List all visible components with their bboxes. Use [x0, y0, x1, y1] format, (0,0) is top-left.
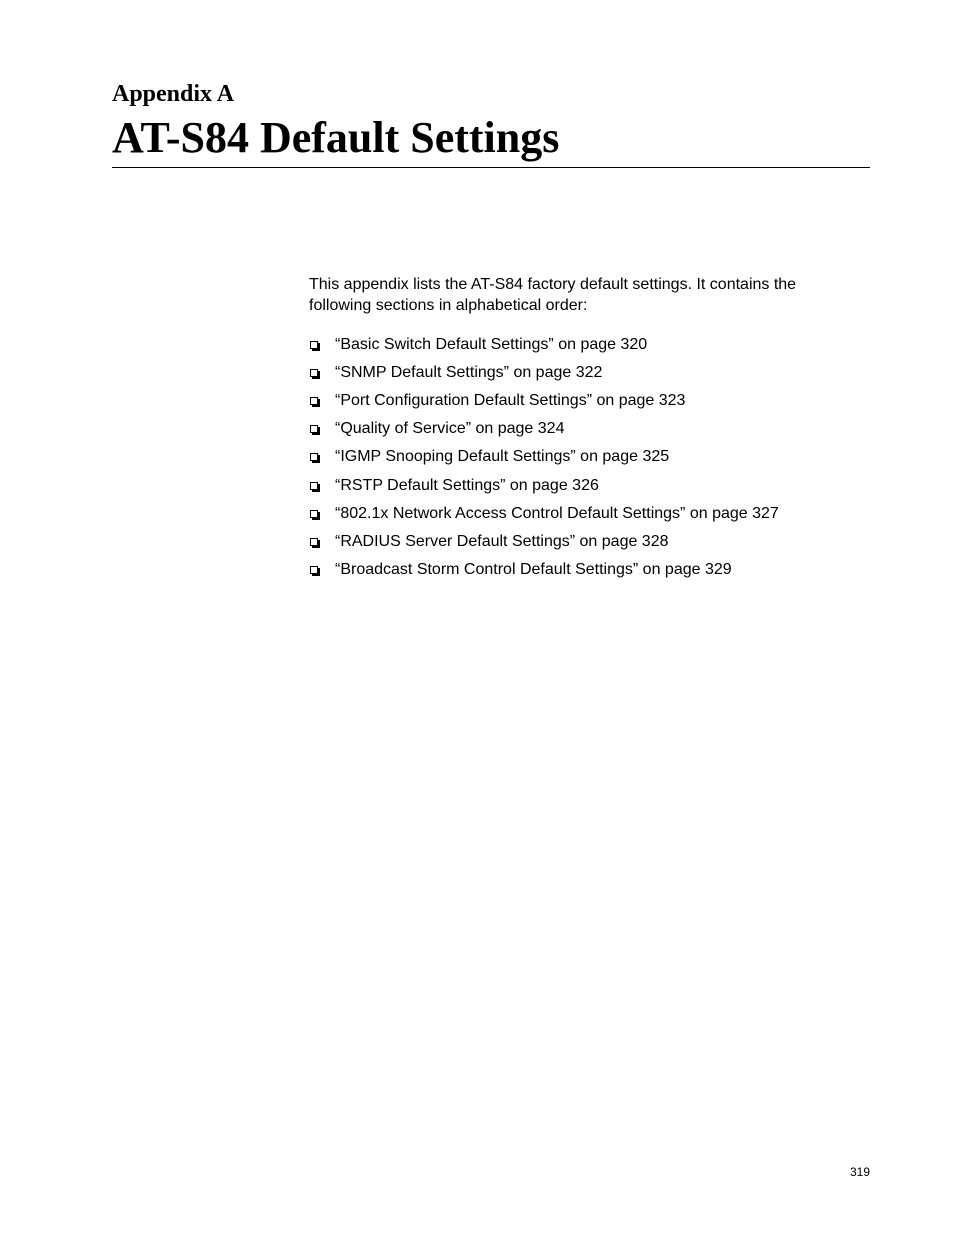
section-link[interactable]: “Quality of Service” on page 324	[335, 420, 565, 438]
shadowed-box-bullet-icon	[310, 341, 318, 349]
intro-paragraph: This appendix lists the AT-S84 factory default settings. It contains the following sections in alphabetical order:	[309, 276, 797, 314]
section-link[interactable]: “RSTP Default Settings” on page 326	[335, 476, 599, 494]
shadowed-box-bullet-icon	[310, 453, 318, 461]
list-item[interactable]	[309, 528, 779, 556]
list-item[interactable]	[309, 387, 779, 415]
shadowed-box-bullet-icon	[310, 397, 318, 405]
page-number: 319	[849, 1165, 870, 1179]
shadowed-box-bullet-icon	[310, 369, 318, 377]
section-link[interactable]: “Broadcast Storm Control Default Settings” on page 329	[335, 560, 732, 578]
shadowed-box-bullet-icon	[310, 482, 318, 490]
section-list	[309, 331, 779, 584]
section-link[interactable]: “SNMP Default Settings” on page 322	[335, 364, 603, 382]
list-item[interactable]	[309, 471, 779, 499]
list-item[interactable]	[309, 331, 779, 359]
list-item[interactable]	[309, 500, 779, 528]
list-item[interactable]	[309, 443, 779, 471]
section-link[interactable]: “802.1x Network Access Control Default Settings” on page 327	[335, 504, 779, 522]
section-link[interactable]: “Port Configuration Default Settings” on page 323	[335, 392, 686, 410]
list-item[interactable]	[309, 359, 779, 387]
section-link[interactable]: “IGMP Snooping Default Settings” on page 325	[335, 448, 670, 466]
list-item[interactable]	[309, 556, 779, 584]
shadowed-box-bullet-icon	[310, 510, 318, 518]
section-link[interactable]: “RADIUS Server Default Settings” on page 328	[335, 532, 669, 550]
page-title: AT-S84 Default Settings	[112, 113, 560, 162]
appendix-label: Appendix A	[112, 81, 235, 107]
list-item[interactable]	[309, 415, 779, 443]
shadowed-box-bullet-icon	[310, 566, 318, 574]
shadowed-box-bullet-icon	[310, 538, 318, 546]
shadowed-box-bullet-icon	[310, 425, 318, 433]
title-divider	[112, 167, 870, 168]
section-link[interactable]: “Basic Switch Default Settings” on page 320	[335, 336, 648, 354]
